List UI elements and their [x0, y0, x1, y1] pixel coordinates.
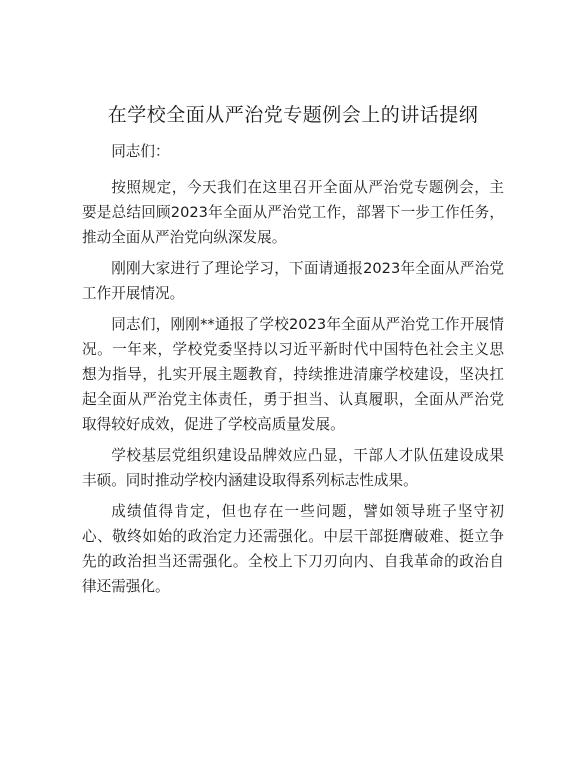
- paragraph-4: 学校基层党组织建设品牌效应凸显，干部人才队伍建设成果丰硕。同时推动学校内涵建设取得系列标志性成果。: [82, 447, 504, 489]
- paragraph-3: 同志们，刚刚**通报了学校2023年全面从严治党工作开展情况。一年来，学校党委坚持以习近平新时代中国特色社会主义思想为指导，扎实开展主题教育，持续推进清廉学校建设，坚决扛起全面从严治党主体责任，勇于担当、认真履职，全面从严治党取得较好成效，促进了学校高质量发展。: [82, 316, 504, 433]
- document-title: 在学校全面从严治党专题例会上的讲话提纲: [107, 104, 479, 126]
- paragraph-5: 成绩值得肯定，但也存在一些问题，譬如领导班子坚守初心、敬终如始的政治定力还需强化。中层干部挺膺破难、挺立争先的政治担当还需强化。全校上下刀刃向内、自我革命的政治自律还需强化。: [82, 503, 504, 595]
- paragraph-2: 刚刚大家进行了理论学习，下面请通报2023年全面从严治党工作开展情况。: [82, 260, 504, 302]
- document-body: [82, 139, 504, 605]
- greeting: 同志们：: [111, 143, 170, 160]
- paragraph-1: 按照规定，今天我们在这里召开全面从严治党专题例会，主要是总结回顾2023年全面从严治党工作，部署下一步工作任务，推动全面从严治党向纵深发展。: [82, 179, 504, 246]
